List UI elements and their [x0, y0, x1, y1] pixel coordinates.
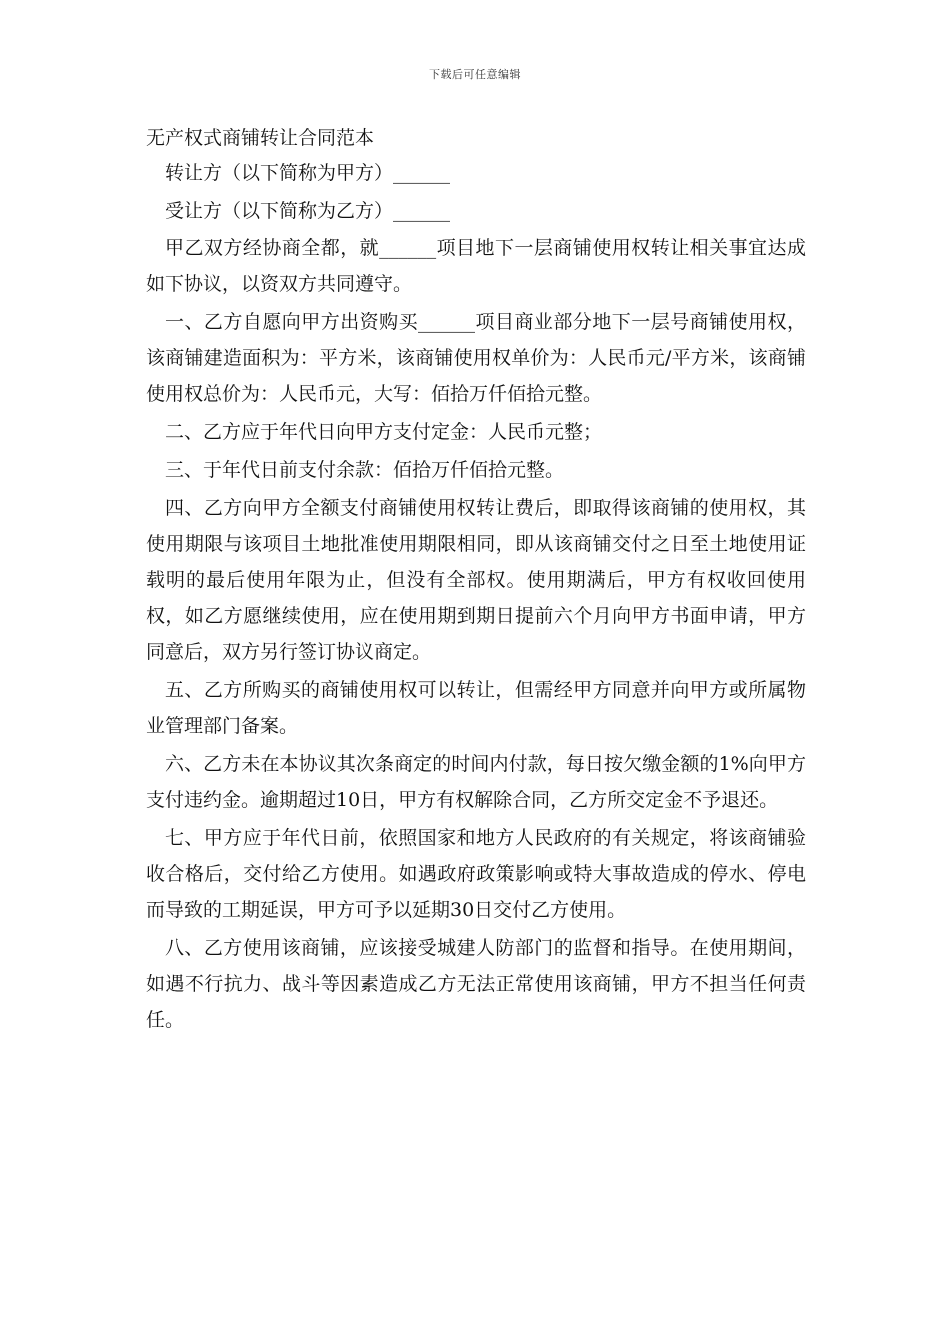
paragraph-clause-5: 五、乙方所购买的商铺使用权可以转让，但需经甲方同意并向甲方或所属物业管理部门备案。 — [146, 679, 806, 737]
document-title: 无产权式商铺转让合同范本 — [146, 127, 375, 149]
transferee-line: 受让方（以下简称为乙方）______ — [165, 200, 451, 222]
paragraph-clause-4: 四、乙方向甲方全额支付商铺使用权转让费后，即取得该商铺的使用权，其使用期限与该项目土地批准使用期限相同，即从该商铺交付之日至土地使用证载明的最后使用年限为止，但没有全部权。使用期满后，甲方有权收回使用权，如乙方愿继续使用，应在使用期到期日提前六个月向甲方书面申请，甲方同意后，双方另行签订协议商定。 — [146, 497, 806, 663]
paragraph-clause-7: 七、甲方应于年代日前，依照国家和地方人民政府的有关规定，将该商铺验收合格后，交付给乙方使用。如遇政府政策影响或特大事故造成的停水、停电而导致的工期延误，甲方可予以延期30日交付乙方使用。 — [146, 827, 806, 921]
paragraph-intro: 甲乙双方经协商全都，就______项目地下一层商铺使用权转让相关事宜达成如下协议，以资双方共同遵守。 — [146, 237, 806, 295]
page-header: 下载后可任意编辑 — [429, 68, 521, 81]
document-body — [146, 122, 806, 1040]
paragraph-clause-1: 一、乙方自愿向甲方出资购买______项目商业部分地下一层号商铺使用权，该商铺建造面积为：平方米，该商铺使用权单价为：人民币元/平方米，该商铺使用权总价为：人民币元，大写：佰拾万仟佰拾元整。 — [146, 311, 806, 405]
paragraph-clause-6: 六、乙方未在本协议其次条商定的时间内付款，每日按欠缴金额的1%向甲方支付违约金。逾期超过10日，甲方有权解除合同，乙方所交定金不予退还。 — [146, 753, 806, 811]
transferor-line: 转让方（以下简称为甲方）______ — [165, 162, 451, 184]
paragraph-clause-2: 二、乙方应于年代日向甲方支付定金：人民币元整； — [165, 421, 603, 443]
paragraph-clause-3: 三、于年代日前支付余款：佰拾万仟佰拾元整。 — [165, 459, 565, 481]
paragraph-clause-8: 八、乙方使用该商铺，应该接受城建人防部门的监督和指导。在使用期间，如遇不行抗力、战斗等因素造成乙方无法正常使用该商铺，甲方不担当任何责任。 — [146, 937, 806, 1031]
